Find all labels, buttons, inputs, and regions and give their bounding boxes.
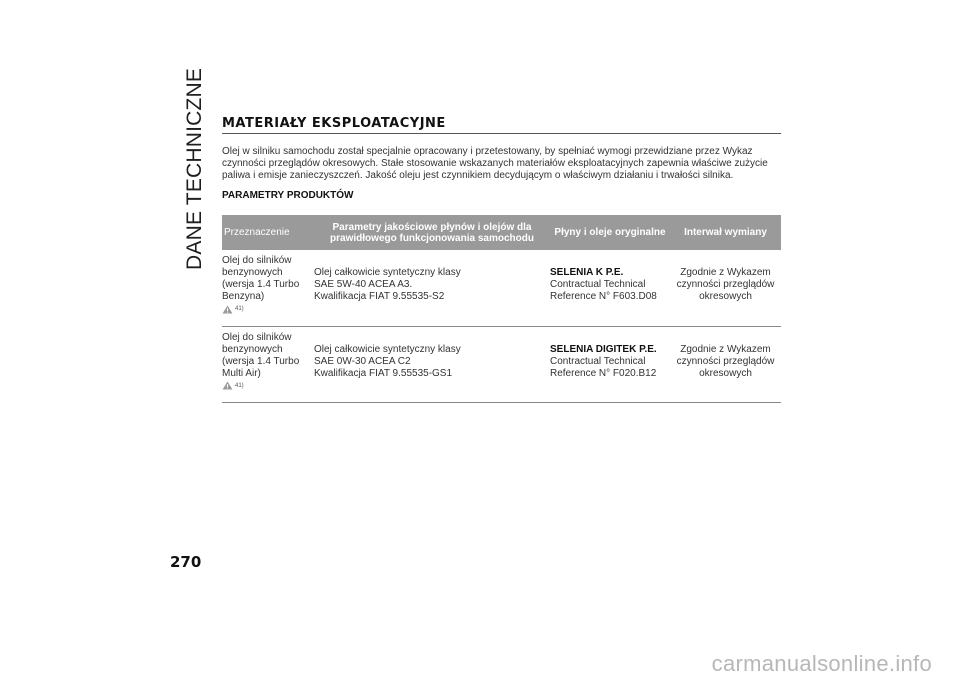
params-line: Kwalifikacja FIAT 9.55535-S2 xyxy=(314,291,445,302)
cell-purpose xyxy=(222,250,314,326)
interval-line: okresowych xyxy=(699,291,752,302)
purpose-line: Olej do silników xyxy=(222,255,292,266)
warning-number: 41) xyxy=(235,382,244,389)
cell-interval xyxy=(670,326,781,403)
table-row xyxy=(222,326,781,403)
purpose-line: Olej do silników xyxy=(222,331,292,343)
interval-line: czynności przeglądów xyxy=(676,279,775,290)
chapter-side-title xyxy=(183,67,207,270)
warning-reference xyxy=(222,380,244,392)
page-number: 270 xyxy=(170,553,202,571)
cell-purpose xyxy=(222,326,314,403)
header-interval: Interwał wymiany xyxy=(670,215,781,250)
cell-params xyxy=(314,250,550,326)
purpose-line: benzynowych xyxy=(222,267,283,278)
intro-line: czynności przeglądów okresowych. Stałe stosowanie wskazanych materiałów eksploatacyjnych zapewnia właściwe zużycie xyxy=(222,158,768,169)
purpose-line: (wersja 1.4 Turbo xyxy=(222,355,300,367)
fluid-ref-line: Contractual Technical xyxy=(550,279,646,290)
params-line: Kwalifikacja FIAT 9.55535-GS1 xyxy=(314,367,453,379)
cell-interval xyxy=(670,250,781,326)
chapter-side-title-text: DANE TECHNICZNE xyxy=(183,67,206,270)
warning-icon xyxy=(222,381,233,390)
watermark: carmanualsonline.info xyxy=(711,651,932,676)
purpose-line: (wersja 1.4 Turbo xyxy=(222,279,300,290)
params-line: Olej całkowicie syntetyczny klasy xyxy=(314,343,461,355)
interval-line: okresowych xyxy=(699,367,752,379)
table-header-row xyxy=(222,215,781,250)
warning-number: 41) xyxy=(235,306,244,312)
params-line: SAE 0W-30 ACEA C2 xyxy=(314,355,411,367)
fluid-ref-line: Reference N° F020.B12 xyxy=(550,367,657,379)
subsection-title: PARAMETRY PRODUKTÓW xyxy=(222,190,354,201)
interval-line: czynności przeglądów xyxy=(676,355,775,367)
purpose-line: benzynowych xyxy=(222,343,283,355)
intro-line: paliwa i emisje zanieczyszczeń. Jakość oleju jest czynnikiem decydującym o właściwym działaniu i trwałości silnika. xyxy=(222,170,734,181)
header-params-line: Parametry jakościowe płynów i olejów dla xyxy=(332,221,532,233)
intro-line: Olej w silniku samochodu został specjalnie opracowany i przetestowany, by spełniać wymogi przewidziane przez Wykaz xyxy=(222,146,753,157)
header-purpose: Przeznaczenie xyxy=(222,215,314,250)
params-line: SAE 5W-40 ACEA A3. xyxy=(314,279,413,290)
fluid-name: SELENIA DIGITEK P.E. xyxy=(550,343,657,355)
section-title: MATERIAŁY EKSPLOATACYJNE xyxy=(222,116,781,134)
interval-line: Zgodnie z Wykazem xyxy=(680,343,771,355)
page-content xyxy=(222,116,781,403)
fluid-ref-line: Contractual Technical xyxy=(550,355,646,367)
header-fluids: Płyny i oleje oryginalne xyxy=(550,215,670,250)
warning-reference xyxy=(222,303,244,315)
fluid-name: SELENIA K P.E. xyxy=(550,267,624,278)
intro-paragraph xyxy=(222,146,781,182)
purpose-line: Multi Air) xyxy=(222,367,261,379)
params-line: Olej całkowicie syntetyczny klasy xyxy=(314,267,461,278)
header-params-line: prawidłowego funkcjonowania samochodu xyxy=(330,232,534,244)
warning-icon xyxy=(222,305,233,314)
cell-fluid xyxy=(550,250,670,326)
cell-fluid xyxy=(550,326,670,403)
purpose-line: Benzyna) xyxy=(222,291,265,302)
table-row xyxy=(222,250,781,326)
products-table xyxy=(222,215,781,403)
fluid-ref-line: Reference N° F603.D08 xyxy=(550,291,657,302)
cell-params xyxy=(314,326,550,403)
header-params xyxy=(314,215,550,250)
interval-line: Zgodnie z Wykazem xyxy=(680,267,771,278)
